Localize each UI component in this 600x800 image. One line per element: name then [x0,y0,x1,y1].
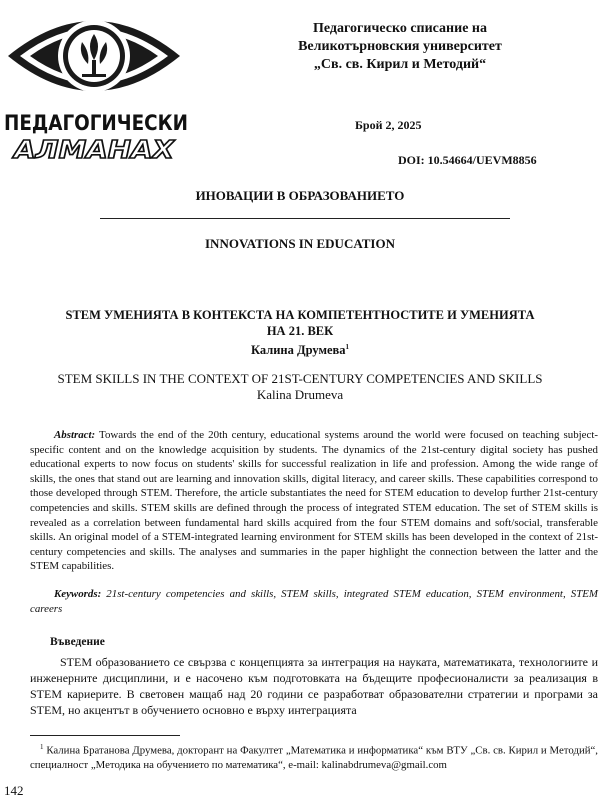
issue-number: Брой 2, 2025 [355,118,422,132]
author-bg-name: Калина Друмева [250,343,346,358]
footnote-number: 1 [40,743,44,751]
keywords-text: 21st-century competencies and skills, STEM skills, integrated STEM education, STEM environment, STEM careers [30,588,598,615]
section-title-en: INNOVATIONS IN EDUCATION [205,236,395,251]
author-bg [30,339,570,358]
footnote-marker: 1 [345,343,350,351]
svg-text:ПЕДАГОГИЧЕСКИ: ПЕДАГОГИЧЕСКИ [4,111,188,135]
intro-heading: Въведение [50,636,105,648]
footnote [30,740,598,772]
footnote-text: Калина Братанова Друмева, докторант на Факултет „Математика и информатика“ към ВТУ „Св. св. Кирил и Методий“, специалност „Методика на обучението по математика“, e-mail: kalinabdrumeva@gmail.com [30,744,598,771]
section-divider [100,218,510,219]
author-en: Kalina Drumeva [256,387,344,402]
journal-name-line-1: Педагогическо списание на [313,21,487,36]
keywords [30,587,598,616]
page-number: 142 [4,783,24,798]
abstract-label: Abstract: [54,429,96,441]
article-title-bg-line-1: STEM УМЕНИЯТА В КОНТЕКСТА НА КОМПЕТЕНТНОСТИТЕ И УМЕНИЯТА [65,308,535,322]
journal-name-line-3: „Св. св. Кирил и Методий“ [313,57,487,72]
abstract [30,428,598,574]
article-title-en: STEM SKILLS IN THE CONTEXT OF 21ST-CENTURY COMPETENCIES AND SKILLS [57,371,543,386]
university-logo-emblem [6,4,182,108]
footnote-divider [30,735,180,736]
article-title-bg-line-2: НА 21. ВЕК [266,324,334,338]
journal-name-line-2: Великотърновския университет [298,39,502,54]
intro-paragraph: STEM образованието се свързва с концепцията за интеграция на науката, математиката, технологиите и инженерните дисциплини, и е насочено към подготовката на бъдещите професионалисти за реализация в STEM кариерите. В световен мащаб над 20 години се разработват образователни стратегии и програми за STEM, но акцентът в обучението основно е върху интеграцията [30,655,598,717]
keywords-label: Keywords: [54,588,102,600]
abstract-text: Towards the end of the 20th century, educational systems around the world were focused on teaching subject-specific content and on the knowledge acquisition by students. The dynamics of the 21st-century digital society has pushed educational experts to now focus on students' skills for successful realization in life and profession. Among the wide range of skills, the ones that stand out are learning and innovation skills, digital literacy, and career skills. These capabilities correspond to those developed through STEM. Therefore, the article substantiates the need for STEM education to develop further 21st-century competencies and skills. STEM skills are defined through the process of integrated STEM education. The set of STEM skills is revealed as a correlation between fundamental hard skills acquired from the four STEM domains and soft/social, transferable skills. An original model of a STEM-integrated learning environment for STEM skills has been developed in the context of 21st-century competencies and skills. The analyses and summaries in the paper highlight the connection between the latter and the STEM capabilities. [30,429,598,573]
doi-link[interactable]: DOI: 10.54664/UEVM8856 [398,153,537,167]
section-title-bg: ИНОВАЦИИ В ОБРАЗОВАНИЕТО [195,188,405,203]
svg-text:АЛМАНАХ: АЛМАНАХ [11,135,176,164]
almanac-wordmark-logo [2,108,192,166]
